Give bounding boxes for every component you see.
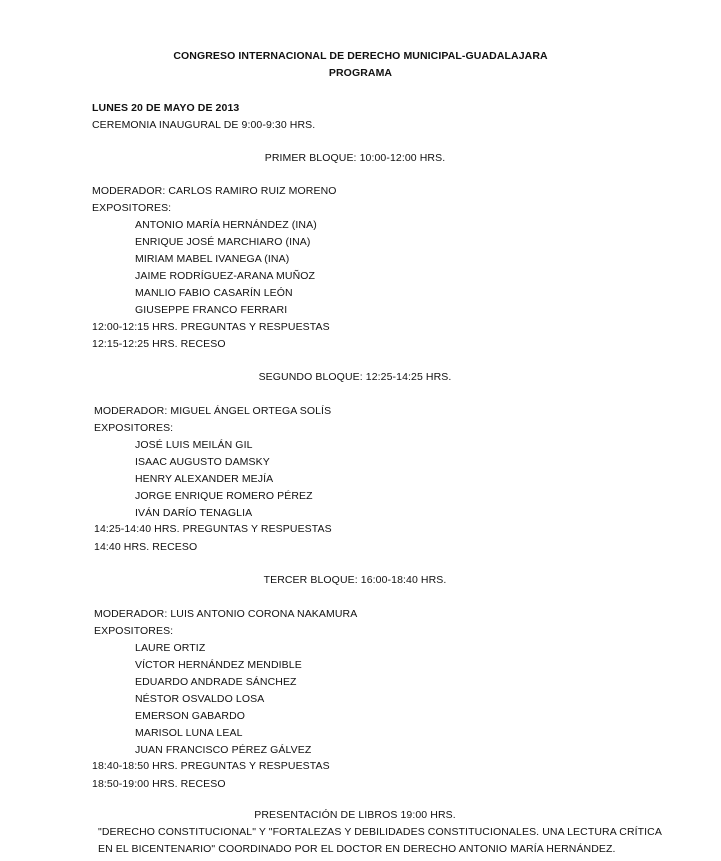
speaker: MARISOL LUNA LEAL	[135, 727, 243, 739]
document-title: CONGRESO INTERNACIONAL DE DERECHO MUNICIPAL-GUADALAJARA	[173, 50, 548, 62]
speaker: HENRY ALEXANDER MEJÍA	[135, 473, 274, 485]
speaker: NÉSTOR OSVALDO LOSA	[135, 693, 265, 705]
speaker: GIUSEPPE FRANCO FERRARI	[135, 304, 288, 316]
speaker: IVÁN DARÍO TENAGLIA	[135, 507, 253, 519]
speaker: ANTONIO MARÍA HERNÁNDEZ (INA)	[135, 219, 317, 231]
speaker: EDUARDO ANDRADE SÁNCHEZ	[135, 676, 297, 688]
document-subtitle: PROGRAMA	[328, 67, 393, 79]
book-presentation-heading: PRESENTACIÓN DE LIBROS 19:00 HRS.	[254, 809, 456, 821]
recess: 12:15-12:25 HRS. RECESO	[92, 338, 226, 350]
moderator: MODERADOR: CARLOS RAMIRO RUIZ MORENO	[92, 185, 337, 197]
recess: 14:40 HRS. RECESO	[94, 541, 198, 553]
expositores-label: EXPOSITORES:	[94, 422, 174, 434]
opening-ceremony: CEREMONIA INAUGURAL DE 9:00-9:30 HRS.	[92, 119, 316, 131]
qa-session: 14:25-14:40 HRS. PREGUNTAS Y RESPUESTAS	[94, 523, 332, 535]
recess: 18:50-19:00 HRS. RECESO	[92, 778, 226, 790]
book-presentation-text: EN EL BICENTENARIO" COORDINADO POR EL DOCTOR EN DERECHO ANTONIO MARÍA HERNÁNDEZ.	[98, 843, 616, 855]
day-date: LUNES 20 DE MAYO DE 2013	[92, 102, 240, 114]
speaker: ENRIQUE JOSÉ MARCHIARO (INA)	[135, 236, 311, 248]
speaker: ISAAC AUGUSTO DAMSKY	[135, 456, 270, 468]
block-heading: PRIMER BLOQUE: 10:00-12:00 HRS.	[264, 152, 446, 164]
moderator: MODERADOR: MIGUEL ÁNGEL ORTEGA SOLÍS	[94, 405, 332, 417]
speaker: JUAN FRANCISCO PÉREZ GÁLVEZ	[135, 744, 312, 756]
block-heading: SEGUNDO BLOQUE: 12:25-14:25 HRS.	[258, 371, 452, 383]
speaker: JAIME RODRÍGUEZ-ARANA MUÑOZ	[135, 270, 316, 282]
speaker: MANLIO FABIO CASARÍN LEÓN	[135, 287, 293, 299]
book-presentation-text: "DERECHO CONSTITUCIONAL" Y "FORTALEZAS Y DEBILIDADES CONSTITUCIONALES. UNA LECTURA CRÍTICA	[98, 826, 662, 838]
moderator: MODERADOR: LUIS ANTONIO CORONA NAKAMURA	[94, 608, 358, 620]
speaker: JOSÉ LUIS MEILÁN GIL	[135, 439, 253, 451]
speaker: EMERSON GABARDO	[135, 710, 246, 722]
speaker: MIRIAM MABEL IVANEGA (INA)	[135, 253, 290, 265]
speaker: JORGE ENRIQUE ROMERO PÉREZ	[135, 490, 313, 502]
expositores-label: EXPOSITORES:	[94, 625, 174, 637]
speaker: LAURE ORTIZ	[135, 642, 206, 654]
qa-session: 12:00-12:15 HRS. PREGUNTAS Y RESPUESTAS	[92, 321, 330, 333]
qa-session: 18:40-18:50 HRS. PREGUNTAS Y RESPUESTAS	[92, 760, 330, 772]
speaker: VÍCTOR HERNÁNDEZ MENDIBLE	[135, 659, 302, 671]
expositores-label: EXPOSITORES:	[92, 202, 172, 214]
block-heading: TERCER BLOQUE: 16:00-18:40 HRS.	[263, 574, 447, 586]
